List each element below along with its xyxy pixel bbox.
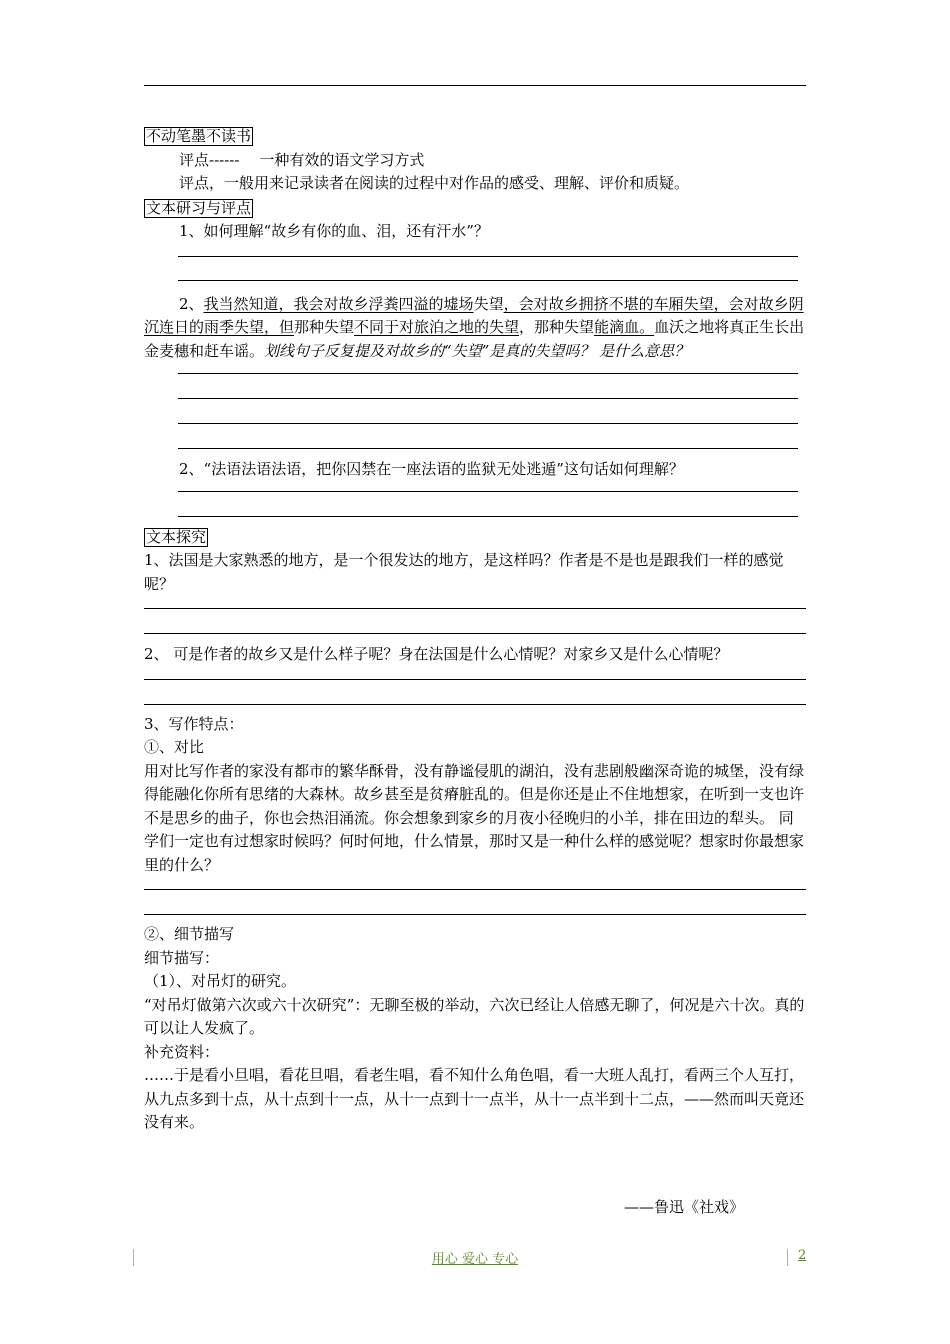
detail-subheading: 细节描写：: [144, 948, 220, 967]
supplement-label: 补充资料：: [144, 1042, 220, 1061]
intro-line-1: 评点------ 一种有效的语文学习方式: [179, 150, 425, 169]
footer-divider-right: [787, 1249, 788, 1266]
page-number[interactable]: 2: [798, 1248, 807, 1263]
intro-line-2: 评点，一般用来记录读者在阅读的过程中对作品的感受、理解、评价和质疑。: [179, 174, 690, 192]
explore-question-1: 1、法国是大家熟悉的地方，是一个很发达的地方，是这样吗？作者是不是也是跟我们一样的感觉呢？: [144, 551, 784, 593]
contrast-paragraph: 用对比写作者的家没有都市的繁华酥骨，没有静谧侵肌的湖泊，没有悲剧般幽深奇诡的城堡，没有绿得能融化你所有思绪的大森林。故乡甚至是贫瘠脏乱的。但是你还是止不住地想家，在听到一支也许不是思乡的曲子，你也会热泪涌流。你会想象到家乡的月夜小径晚归的小羊，排在田边的犁头。 同学们一定也有过想家时候吗？何时何地，什么情景，那时又是一种什么样的感觉呢？想家时你最想家里的什么？: [144, 761, 805, 874]
supplement-source: ——鲁迅《社戏》: [624, 1198, 745, 1216]
question-3: 2、“法语法语法语，把你囚禁在一座法语的监狱无处逃遁”这句话如何理解？: [179, 460, 684, 478]
footer-motto[interactable]: 用心 爱心 专心: [431, 1252, 519, 1267]
header-rule: [144, 85, 806, 86]
explore-question-3: 3、写作特点：: [144, 714, 244, 733]
contrast-heading: ①、对比: [144, 738, 205, 756]
section-title-study: 文本研习与评点: [146, 198, 252, 217]
supplement-source-wrap: [144, 1196, 806, 1220]
question-1: 1、如何理解“故乡有你的血、泪，还有汗水”？: [179, 222, 489, 240]
detail-heading: ②、细节描写: [144, 925, 235, 943]
question-2: 2、我当然知道，我会对故乡浮粪四溢的墟场失望，会对故乡拥挤不堪的车厢失望，会对故乡阴沉连日的雨季失望，但那种失望不同于对旅泊之地的失望，那种失望能滴血。血沃之地将真正生长出金麦穗和赶车谣。划线句子反复提及对故乡的“失望”是真的失望吗？ 是什么意思？: [144, 294, 805, 360]
supplement-quote: ……于是看小旦唱，看花旦唱，看老生唱，看不知什么角色唱，看一大班人乱打，看两三个人互打，从九点多到十点，从十点到十一点，从十一点到十一点半，从十一点半到十二点，——然而叫天竟还没有来。: [144, 1066, 805, 1131]
document-body: [144, 124, 806, 1135]
detail-item-1-text: “对吊灯做第六次或六十次研究”：无聊至极的举动，六次已经让人倍感无聊了，何况是六十次。真的可以让人发疯了。: [144, 995, 805, 1037]
detail-item-1: （1）、对吊灯的研究。: [144, 972, 297, 990]
page-footer: [0, 1244, 950, 1274]
section-title-explore: 文本探究: [146, 527, 207, 546]
section-title-notes: 不动笔墨不读书: [146, 127, 252, 145]
explore-question-2: 2、 可是作者的故乡又是什么样子呢？身在法国是什么心情呢？对家乡又是什么心情呢？: [144, 645, 729, 663]
